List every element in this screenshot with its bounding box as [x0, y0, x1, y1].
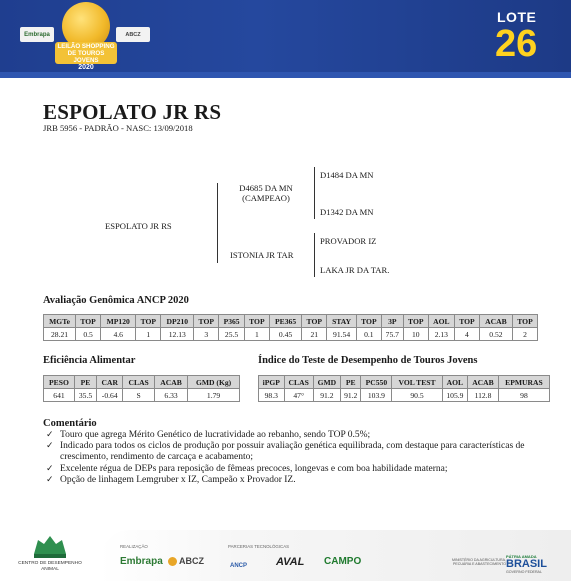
checkmark-icon: ✓	[46, 474, 54, 485]
pedigree-bracket-2	[314, 167, 315, 219]
table-cell: 2	[512, 328, 537, 341]
lote-number: 26	[495, 23, 538, 65]
pedigree-dam-dam: LAKA JR DA TAR.	[320, 265, 390, 275]
brasil-logo	[506, 554, 552, 576]
table-header-cell: TOP	[403, 315, 428, 328]
table-cell: 112.8	[468, 389, 499, 402]
table-header-cell: PESO	[44, 376, 75, 389]
pedigree-sire	[226, 183, 306, 203]
footer-abcz-logo	[168, 556, 204, 566]
checkmark-icon: ✓	[46, 463, 54, 474]
table-header-cell: PE	[74, 376, 96, 389]
pedigree-dam-sire: PROVADOR IZ	[320, 236, 377, 246]
table-header-cell: ACAB	[154, 376, 187, 389]
event-logo-line1: LEILÃO SHOPPING	[57, 43, 115, 50]
table-cell: 47°	[284, 389, 313, 402]
table-header-cell: AOL	[428, 315, 454, 328]
ministerio-text: MINISTÉRIO DA AGRICULTURA, PECUÁRIA E ABASTECIMENTO	[451, 558, 506, 567]
table-cell: 4	[454, 328, 479, 341]
table-cell: 91.2	[313, 389, 340, 402]
eficiencia-table	[43, 375, 240, 402]
embrapa-logo: Embrapa	[20, 27, 54, 42]
table-cell: 90.5	[392, 389, 442, 402]
table-header-cell: ACAB	[479, 315, 512, 328]
event-logo-ribbon	[55, 42, 117, 71]
table-cell: 2.13	[428, 328, 454, 341]
eficiencia-value-row	[44, 389, 240, 402]
footer-abcz-text: ABCZ	[179, 556, 204, 566]
eficiencia-title: Eficiência Alimentar	[43, 355, 136, 366]
cdc-name: CENTRO DE DESEMPENHO ANIMAL	[18, 561, 82, 572]
realizacao-label: REALIZAÇÃO	[120, 544, 148, 549]
indice-value-row	[259, 389, 550, 402]
table-cell: 103.9	[361, 389, 392, 402]
table-header-cell: TOP	[454, 315, 479, 328]
footer-ancp-logo: ANCP	[230, 563, 248, 569]
table-cell: -0.64	[97, 389, 123, 402]
event-logo-line2: DE TOUROS JOVENS	[67, 50, 105, 64]
indice-table	[258, 375, 550, 402]
table-header-cell: P365	[219, 315, 245, 328]
pedigree-sire-note: (CAMPEAO)	[242, 193, 290, 203]
table-header-cell: CLAS	[123, 376, 155, 389]
comment-text: Opção de linhagem Lemgruber x IZ, Campeão x Provador IZ.	[60, 474, 296, 485]
genomica-table	[43, 314, 538, 341]
genomica-title: Avaliação Genômica ANCP 2020	[43, 295, 189, 306]
table-cell: 10	[403, 328, 428, 341]
parcerias-label: PARCERIAS TECNOLÓGICAS	[228, 544, 290, 549]
table-cell: 91.2	[340, 389, 361, 402]
table-header-cell: MP120	[101, 315, 136, 328]
cdc-logo-icon	[30, 534, 70, 560]
table-header-cell: TOP	[194, 315, 219, 328]
abcz-logo: ABCZ	[116, 27, 150, 42]
table-cell: S	[123, 389, 155, 402]
animal-name: ESPOLATO JR RS	[43, 100, 222, 124]
table-header-cell: CAR	[97, 376, 123, 389]
lote-label: LOTE	[497, 9, 537, 25]
table-header-cell: 3P	[381, 315, 403, 328]
table-cell: 0.52	[479, 328, 512, 341]
table-header-cell: TOP	[302, 315, 327, 328]
table-cell: 105.9	[442, 389, 467, 402]
checkmark-icon: ✓	[46, 441, 54, 452]
table-header-cell: GMD	[313, 376, 340, 389]
pedigree-sire-name: D4685 DA MN	[239, 183, 293, 193]
genomica-header-row	[44, 315, 538, 328]
pedigree-dam: ISTONIA JR TAR	[230, 250, 294, 260]
pedigree-sire-sire: D1484 DA MN	[320, 170, 374, 180]
list-item	[43, 430, 543, 441]
governo-text: GOVERNO FEDERAL	[506, 570, 542, 574]
comment-text: Excelente régua de DEPs para reposição de fêmeas precoces, longevas e com boa habilidade materna;	[60, 463, 448, 474]
abcz-circle-icon	[168, 557, 177, 566]
table-header-cell: TOP	[76, 315, 101, 328]
table-header-cell: iPGP	[259, 376, 285, 389]
table-header-cell: DP210	[161, 315, 194, 328]
table-cell: 0.45	[269, 328, 302, 341]
comments-list	[43, 430, 543, 486]
table-cell: 25.5	[219, 328, 245, 341]
comments-title: Comentário	[43, 418, 97, 429]
header-stripe	[0, 72, 571, 78]
table-header-cell: TOP	[512, 315, 537, 328]
table-header-cell: GMD (Kg)	[188, 376, 240, 389]
table-cell: 98.3	[259, 389, 285, 402]
pedigree-animal: ESPOLATO JR RS	[105, 221, 172, 231]
event-logo-year: 2020	[78, 64, 94, 71]
footer-aval-logo: AVAL	[276, 556, 305, 568]
table-cell: 1	[136, 328, 161, 341]
footer-campo-logo: CAMPO	[324, 556, 362, 567]
table-cell: 12.13	[161, 328, 194, 341]
list-item	[43, 475, 543, 486]
table-header-cell: TOP	[136, 315, 161, 328]
table-header-cell: PE365	[269, 315, 302, 328]
table-header-cell: PC550	[361, 376, 392, 389]
event-logo	[55, 2, 117, 72]
genomica-value-row	[44, 328, 538, 341]
pedigree-bracket-1	[217, 183, 218, 263]
pedigree-bracket-3	[314, 233, 315, 277]
footer-embrapa-logo: Embrapa	[120, 556, 163, 567]
indice-title: Índice do Teste de Desempenho de Touros Jovens	[258, 355, 478, 366]
table-header-cell: MGTe	[44, 315, 76, 328]
table-cell: 98	[498, 389, 549, 402]
table-cell: 91.54	[327, 328, 357, 341]
table-cell: 3	[194, 328, 219, 341]
checkmark-icon: ✓	[46, 430, 54, 440]
table-header-cell: PE	[340, 376, 361, 389]
table-cell: 641	[44, 389, 75, 402]
table-header-cell: EPMURAS	[498, 376, 549, 389]
table-header-cell: ACAB	[468, 376, 499, 389]
comments-section	[43, 418, 543, 486]
table-header-cell: TOP	[356, 315, 381, 328]
table-cell: 1	[244, 328, 269, 341]
comment-text: Touro que agrega Mérito Genético de lucratividade ao rebanho, sendo TOP 0.5%;	[60, 430, 371, 440]
animal-registration: JRB 5956 - PADRÃO - NASC: 13/09/2018	[43, 123, 193, 133]
comment-text: Indicado para todos os ciclos de produção por possuir avaliação genética equilibrada, com destaque para características de crescimento, rendimento de carcaça e acabamento;	[60, 441, 525, 463]
indice-header-row	[259, 376, 550, 389]
list-item	[43, 441, 543, 463]
table-header-cell: STAY	[327, 315, 357, 328]
table-header-cell: AOL	[442, 376, 467, 389]
list-item	[43, 464, 543, 475]
table-cell: 1.79	[188, 389, 240, 402]
patria-amada-text: PÁTRIA AMADA	[506, 554, 537, 559]
header-banner	[0, 0, 571, 78]
footer	[0, 528, 571, 581]
table-header-cell: VOL TEST	[392, 376, 442, 389]
table-cell: 6.33	[154, 389, 187, 402]
table-cell: 28.21	[44, 328, 76, 341]
table-cell: 0.5	[76, 328, 101, 341]
table-cell: 21	[302, 328, 327, 341]
eficiencia-header-row	[44, 376, 240, 389]
table-cell: 4.6	[101, 328, 136, 341]
pedigree-sire-dam: D1342 DA MN	[320, 207, 374, 217]
table-header-cell: TOP	[244, 315, 269, 328]
table-cell: 75.7	[381, 328, 403, 341]
table-header-cell: CLAS	[284, 376, 313, 389]
table-cell: 0.1	[356, 328, 381, 341]
brasil-text: BRASIL	[506, 558, 547, 570]
table-cell: 35.5	[74, 389, 96, 402]
